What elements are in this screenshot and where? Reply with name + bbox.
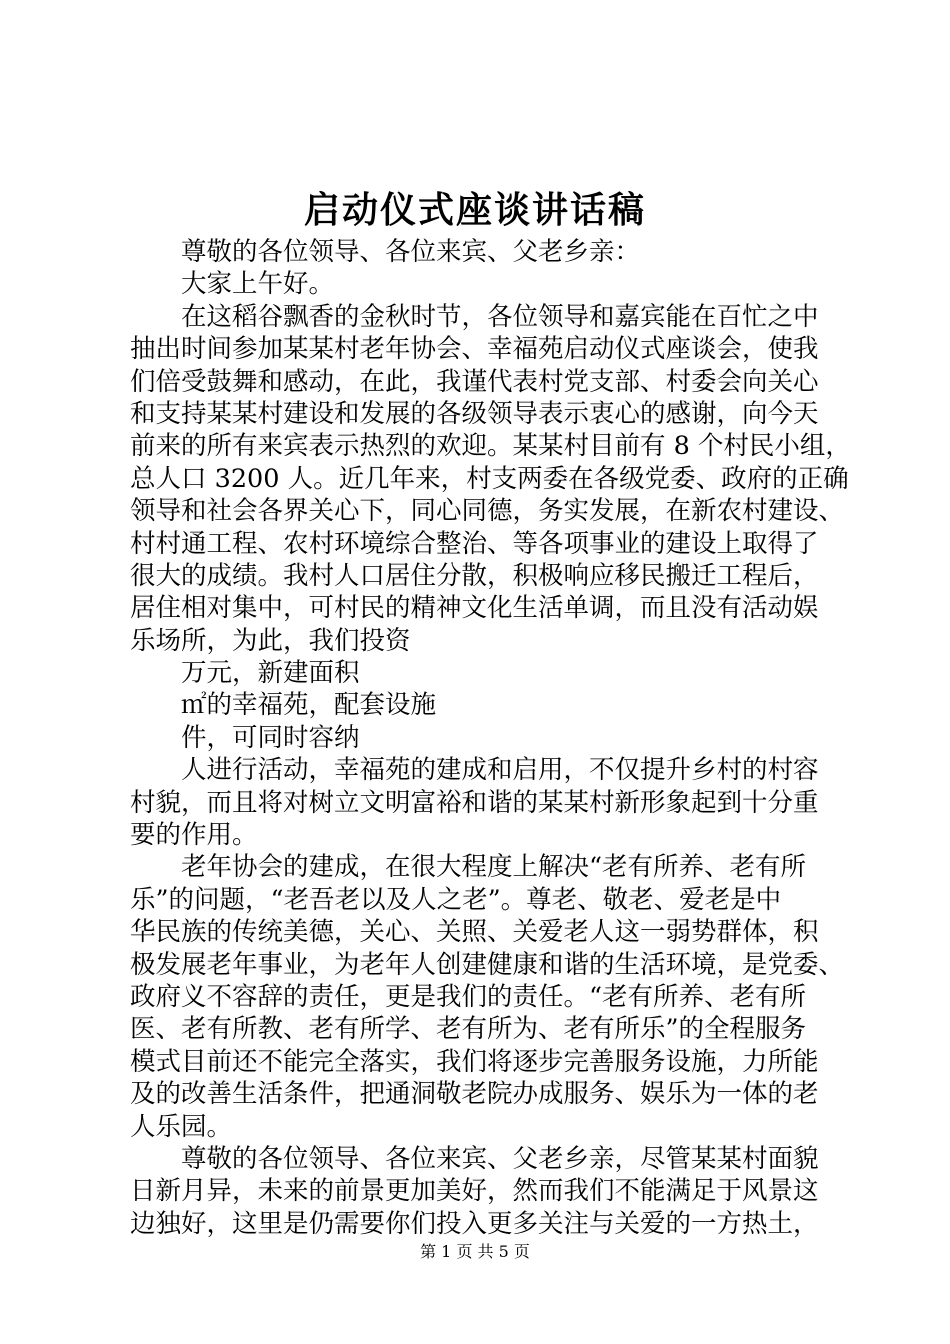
body-line: 乐”的问题，“老吾老以及人之老”。尊老、敬老、爱老是中 <box>130 884 782 915</box>
body-line: 和支持某某村建设和发展的各级领导表示衷心的感谢，向今天 <box>130 398 819 429</box>
body-line: 万元，新建面积 <box>130 658 360 689</box>
body-line: 极发展老年事业，为老年人创建健康和谐的生活环境，是党委、 <box>130 949 845 980</box>
body-line: 老年协会的建成，在很大程度上解决“老有所养、老有所 <box>130 852 807 883</box>
body-line: 村貌，而且将对树立文明富裕和谐的某某村新形象起到十分重 <box>130 787 819 818</box>
body-line: 乐场所，为此，我们投资 <box>130 625 411 656</box>
body-line: 大家上午好。 <box>130 269 335 300</box>
body-line: 在这稻谷飘香的金秋时节，各位领导和嘉宾能在百忙之中 <box>130 301 819 332</box>
body-line: 抽出时间参加某某村老年协会、幸福苑启动仪式座谈会，使我 <box>130 334 819 365</box>
body-line: 尊敬的各位领导、各位来宾、父老乡亲： <box>130 237 641 267</box>
body-line: 前来的所有来宾表示热烈的欢迎。某某村目前有 8 个村民小组， <box>130 431 851 462</box>
body-line: 华民族的传统美德，关心、关照、关爱老人这一弱势群体，积 <box>130 917 819 948</box>
document-title: 启动仪式座谈讲话稿 <box>303 189 646 231</box>
body-line: 件，可同时容纳 <box>130 722 360 753</box>
body-line: 们倍受鼓舞和感动，在此，我谨代表村党支部、村委会向关心 <box>130 366 819 397</box>
body-line: 居住相对集中，可村民的精神文化生活单调，而且没有活动娱 <box>130 593 819 624</box>
document-body <box>130 236 851 1240</box>
body-line: 人进行活动，幸福苑的建成和启用，不仅提升乡村的村容 <box>130 755 819 786</box>
body-line: 医、老有所教、老有所学、老有所为、老有所乐”的全程服务 <box>130 1014 807 1045</box>
body-line: 模式目前还不能完全落实，我们将逐步完善服务设施，力所能 <box>130 1046 819 1077</box>
page-footer: 第 1 页 共 5 页 <box>420 1242 530 1261</box>
body-line: 日新月异，未来的前景更加美好，然而我们不能满足于风景这 <box>130 1176 819 1207</box>
body-line: 村村通工程、农村环境综合整治、等各项事业的建设上取得了 <box>130 528 819 559</box>
body-line: 要的作用。 <box>130 820 258 851</box>
body-line: 人乐园。 <box>130 1111 233 1142</box>
body-line: 很大的成绩。我村人口居住分散，积极响应移民搬迁工程后， <box>130 560 819 591</box>
body-line: 政府义不容辞的责任，更是我们的责任。“老有所养、老有所 <box>130 981 807 1012</box>
body-line: 尊敬的各位领导、各位来宾、父老乡亲，尽管某某村面貌 <box>130 1143 819 1174</box>
body-line: 领导和社会各界关心下，同心同德，务实发展，在新农村建设、 <box>130 496 845 527</box>
body-line: 及的改善生活条件，把通洞敬老院办成服务、娱乐为一体的老 <box>130 1079 819 1110</box>
body-line: ㎡的幸福苑，配套设施 <box>130 690 437 721</box>
body-line: 边独好，这里是仍需要你们投入更多关注与关爱的一方热土， <box>130 1208 819 1239</box>
body-line: 总人口 3200 人。近几年来，村支两委在各级党委、政府的正确 <box>130 463 849 494</box>
